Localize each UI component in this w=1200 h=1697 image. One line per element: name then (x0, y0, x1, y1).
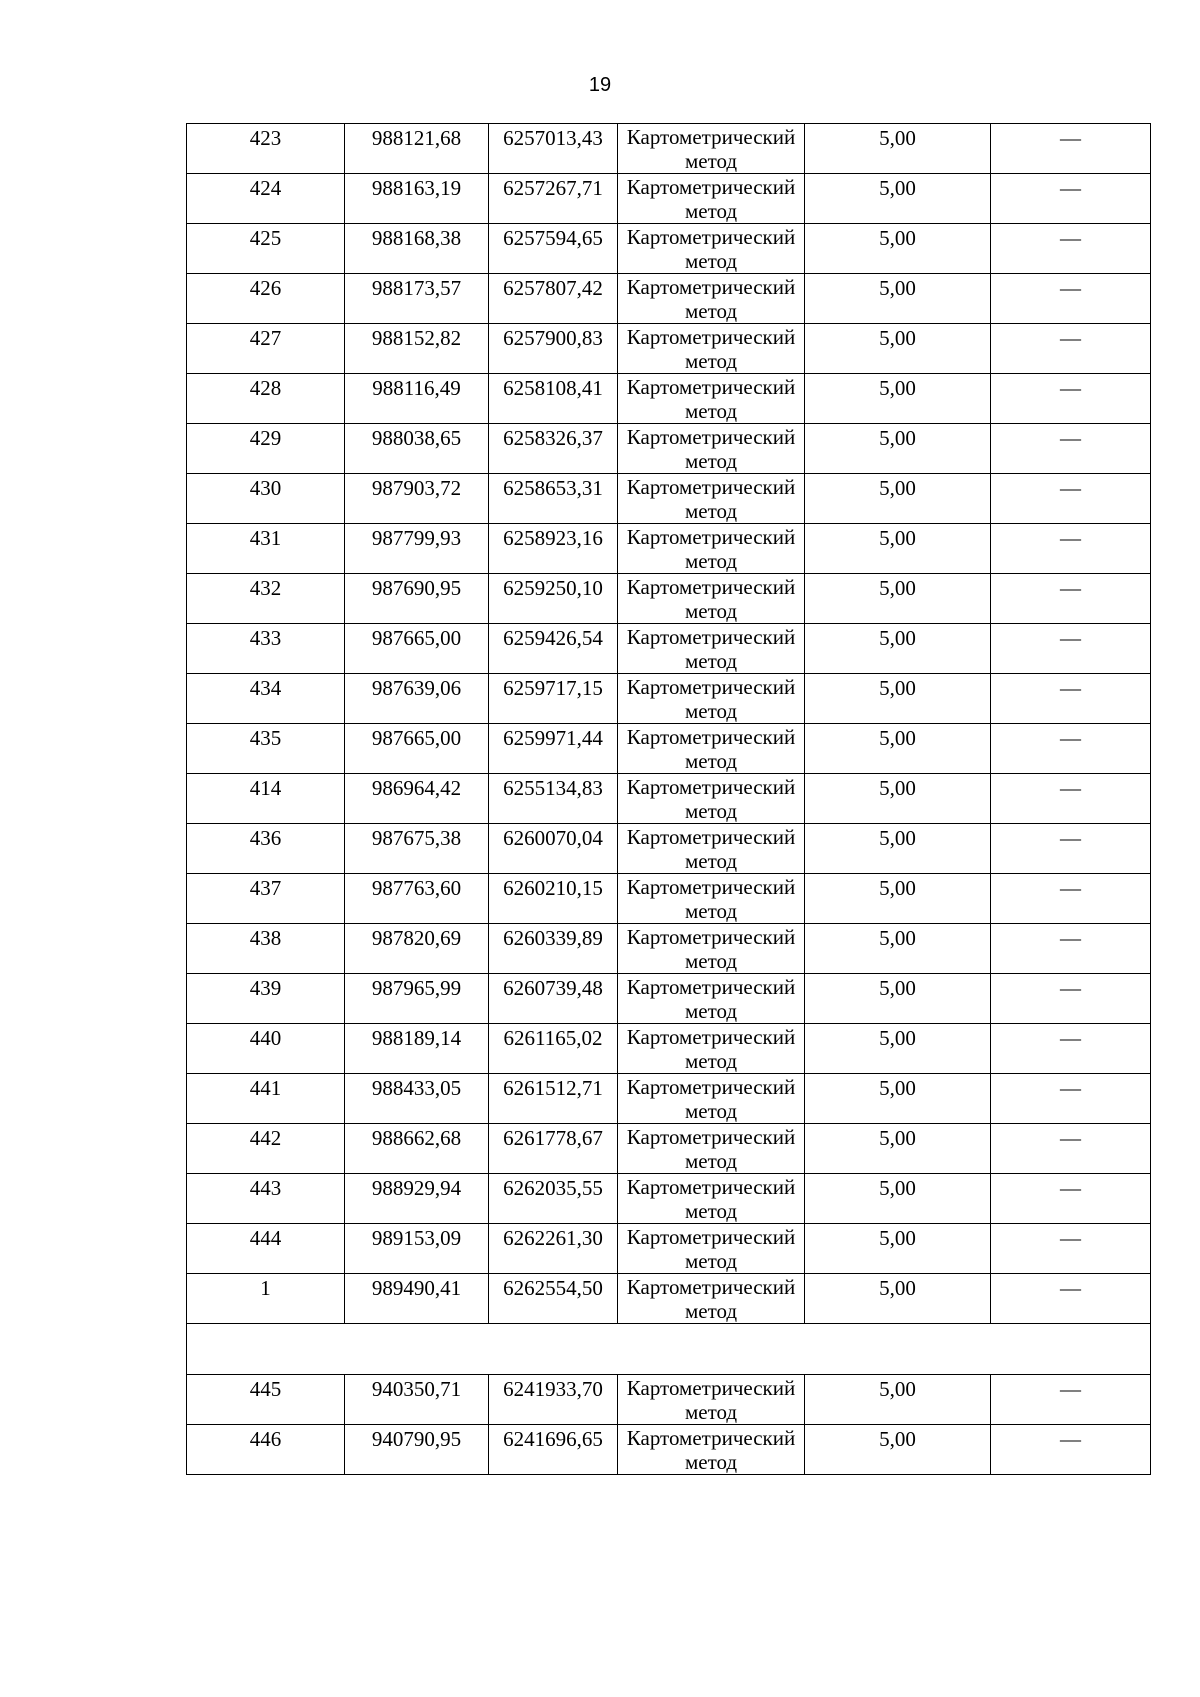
x-coordinate-cell: 987690,95 (345, 574, 489, 624)
method-line-2: метод (684, 649, 738, 673)
accuracy-cell: 5,00 (805, 774, 991, 824)
method-line-1: Картометрический (626, 225, 796, 249)
method-line-2: метод (684, 599, 738, 623)
note-cell: — (991, 374, 1151, 424)
note-cell: — (991, 274, 1151, 324)
method-line-1: Картометрический (626, 825, 796, 849)
table-row (187, 474, 1151, 524)
table-row (187, 124, 1151, 174)
method-cell (618, 1274, 805, 1324)
point-number-cell: 423 (187, 124, 345, 174)
point-number-cell: 441 (187, 1074, 345, 1124)
table-row (187, 1124, 1151, 1174)
point-number-cell: 429 (187, 424, 345, 474)
method-line-2: метод (684, 1149, 738, 1173)
point-number-cell: 438 (187, 924, 345, 974)
method-line-2: метод (684, 199, 738, 223)
accuracy-cell: 5,00 (805, 1074, 991, 1124)
method-cell (618, 724, 805, 774)
point-number-cell: 428 (187, 374, 345, 424)
method-cell (618, 324, 805, 374)
table-row (187, 1375, 1151, 1425)
accuracy-cell: 5,00 (805, 974, 991, 1024)
method-line-2: метод (684, 949, 738, 973)
accuracy-cell: 5,00 (805, 674, 991, 724)
method-line-1: Картометрический (626, 575, 796, 599)
table-row (187, 174, 1151, 224)
accuracy-cell: 5,00 (805, 1274, 991, 1324)
y-coordinate-cell: 6259971,44 (489, 724, 618, 774)
accuracy-cell: 5,00 (805, 824, 991, 874)
accuracy-cell: 5,00 (805, 574, 991, 624)
note-cell: — (991, 874, 1151, 924)
method-line-2: метод (684, 899, 738, 923)
method-line-1: Картометрический (626, 975, 796, 999)
method-line-1: Картометрический (626, 1075, 796, 1099)
y-coordinate-cell: 6257807,42 (489, 274, 618, 324)
method-cell (618, 374, 805, 424)
note-cell: — (991, 174, 1151, 224)
accuracy-cell: 5,00 (805, 224, 991, 274)
table-row (187, 1174, 1151, 1224)
x-coordinate-cell: 987820,69 (345, 924, 489, 974)
note-cell: — (991, 824, 1151, 874)
x-coordinate-cell: 987799,93 (345, 524, 489, 574)
y-coordinate-cell: 6262554,50 (489, 1274, 618, 1324)
method-line-1: Картометрический (626, 1225, 796, 1249)
x-coordinate-cell: 988168,38 (345, 224, 489, 274)
point-number-cell: 440 (187, 1024, 345, 1074)
method-line-2: метод (684, 149, 738, 173)
point-number-cell: 425 (187, 224, 345, 274)
x-coordinate-cell: 988189,14 (345, 1024, 489, 1074)
method-cell (618, 174, 805, 224)
point-number-cell: 424 (187, 174, 345, 224)
note-cell: — (991, 524, 1151, 574)
x-coordinate-cell: 988038,65 (345, 424, 489, 474)
method-line-2: метод (684, 749, 738, 773)
x-coordinate-cell: 988662,68 (345, 1124, 489, 1174)
table-row (187, 324, 1151, 374)
note-cell: — (991, 724, 1151, 774)
point-number-cell: 1 (187, 1274, 345, 1324)
point-number-cell: 437 (187, 874, 345, 924)
y-coordinate-cell: 6260210,15 (489, 874, 618, 924)
accuracy-cell: 5,00 (805, 1375, 991, 1425)
point-number-cell: 432 (187, 574, 345, 624)
point-number-cell: 444 (187, 1224, 345, 1274)
point-number-cell: 430 (187, 474, 345, 524)
table-row (187, 224, 1151, 274)
y-coordinate-cell: 6260070,04 (489, 824, 618, 874)
y-coordinate-cell: 6260739,48 (489, 974, 618, 1024)
note-cell: — (991, 324, 1151, 374)
method-line-2: метод (684, 549, 738, 573)
method-line-1: Картометрический (626, 1275, 796, 1299)
table-row (187, 674, 1151, 724)
point-number-cell: 427 (187, 324, 345, 374)
method-line-2: метод (684, 999, 738, 1023)
accuracy-cell: 5,00 (805, 924, 991, 974)
accuracy-cell: 5,00 (805, 324, 991, 374)
method-cell (618, 1224, 805, 1274)
x-coordinate-cell: 988433,05 (345, 1074, 489, 1124)
method-line-2: метод (684, 499, 738, 523)
point-number-cell: 439 (187, 974, 345, 1024)
method-cell (618, 574, 805, 624)
y-coordinate-cell: 6255134,83 (489, 774, 618, 824)
method-cell (618, 1024, 805, 1074)
method-line-2: метод (684, 1249, 738, 1273)
method-line-2: метод (684, 699, 738, 723)
x-coordinate-cell: 987665,00 (345, 724, 489, 774)
accuracy-cell: 5,00 (805, 874, 991, 924)
method-line-1: Картометрический (626, 1125, 796, 1149)
x-coordinate-cell: 987665,00 (345, 624, 489, 674)
note-cell: — (991, 1124, 1151, 1174)
x-coordinate-cell: 987965,99 (345, 974, 489, 1024)
accuracy-cell: 5,00 (805, 1024, 991, 1074)
method-line-1: Картометрический (626, 125, 796, 149)
x-coordinate-cell: 989153,09 (345, 1224, 489, 1274)
method-line-2: метод (684, 399, 738, 423)
note-cell: — (991, 574, 1151, 624)
method-cell (618, 524, 805, 574)
method-cell (618, 774, 805, 824)
note-cell: — (991, 474, 1151, 524)
x-coordinate-cell: 940350,71 (345, 1375, 489, 1425)
coordinates-table (186, 123, 1151, 1475)
table-row (187, 824, 1151, 874)
method-line-2: метод (684, 1049, 738, 1073)
note-cell: — (991, 1024, 1151, 1074)
method-cell (618, 1124, 805, 1174)
table-row (187, 1024, 1151, 1074)
accuracy-cell: 5,00 (805, 124, 991, 174)
table-row (187, 924, 1151, 974)
note-cell: — (991, 124, 1151, 174)
accuracy-cell: 5,00 (805, 474, 991, 524)
method-line-2: метод (684, 1199, 738, 1223)
method-line-1: Картометрический (626, 1426, 796, 1450)
method-cell (618, 874, 805, 924)
method-line-1: Картометрический (626, 1175, 796, 1199)
point-number-cell: 435 (187, 724, 345, 774)
y-coordinate-cell: 6258326,37 (489, 424, 618, 474)
point-number-cell: 442 (187, 1124, 345, 1174)
note-cell: — (991, 224, 1151, 274)
x-coordinate-cell: 987763,60 (345, 874, 489, 924)
point-number-cell: 445 (187, 1375, 345, 1425)
x-coordinate-cell: 987675,38 (345, 824, 489, 874)
table-row (187, 574, 1151, 624)
method-line-1: Картометрический (626, 375, 796, 399)
note-cell: — (991, 1174, 1151, 1224)
note-cell: — (991, 424, 1151, 474)
table-row (187, 724, 1151, 774)
note-cell: — (991, 1375, 1151, 1425)
table-row (187, 374, 1151, 424)
x-coordinate-cell: 989490,41 (345, 1274, 489, 1324)
method-cell (618, 124, 805, 174)
method-line-2: метод (684, 449, 738, 473)
y-coordinate-cell: 6257013,43 (489, 124, 618, 174)
point-number-cell: 436 (187, 824, 345, 874)
y-coordinate-cell: 6262035,55 (489, 1174, 618, 1224)
table-row (187, 1074, 1151, 1124)
method-line-1: Картометрический (626, 425, 796, 449)
x-coordinate-cell: 988116,49 (345, 374, 489, 424)
method-cell (618, 924, 805, 974)
x-coordinate-cell: 988121,68 (345, 124, 489, 174)
method-line-1: Картометрический (626, 625, 796, 649)
method-line-1: Картометрический (626, 325, 796, 349)
accuracy-cell: 5,00 (805, 174, 991, 224)
y-coordinate-cell: 6261165,02 (489, 1024, 618, 1074)
accuracy-cell: 5,00 (805, 274, 991, 324)
table-row (187, 1425, 1151, 1475)
method-cell (618, 824, 805, 874)
method-line-1: Картометрический (626, 675, 796, 699)
method-line-2: метод (684, 249, 738, 273)
method-line-2: метод (684, 1400, 738, 1424)
method-line-1: Картометрический (626, 275, 796, 299)
point-number-cell: 433 (187, 624, 345, 674)
method-cell (618, 274, 805, 324)
method-line-2: метод (684, 1450, 738, 1474)
method-cell (618, 474, 805, 524)
x-coordinate-cell: 940790,95 (345, 1425, 489, 1475)
y-coordinate-cell: 6258923,16 (489, 524, 618, 574)
x-coordinate-cell: 988163,19 (345, 174, 489, 224)
y-coordinate-cell: 6260339,89 (489, 924, 618, 974)
y-coordinate-cell: 6258653,31 (489, 474, 618, 524)
method-cell (618, 974, 805, 1024)
method-line-1: Картометрический (626, 1376, 796, 1400)
note-cell: — (991, 774, 1151, 824)
page-number: 19 (588, 74, 612, 96)
y-coordinate-cell: 6241933,70 (489, 1375, 618, 1425)
method-line-1: Картометрический (626, 175, 796, 199)
method-line-1: Картометрический (626, 475, 796, 499)
point-number-cell: 426 (187, 274, 345, 324)
y-coordinate-cell: 6259717,15 (489, 674, 618, 724)
x-coordinate-cell: 987639,06 (345, 674, 489, 724)
y-coordinate-cell: 6241696,65 (489, 1425, 618, 1475)
method-cell (618, 674, 805, 724)
table-row (187, 274, 1151, 324)
accuracy-cell: 5,00 (805, 724, 991, 774)
y-coordinate-cell: 6259250,10 (489, 574, 618, 624)
note-cell: — (991, 1074, 1151, 1124)
y-coordinate-cell: 6259426,54 (489, 624, 618, 674)
method-line-1: Картометрический (626, 1025, 796, 1049)
method-cell (618, 224, 805, 274)
method-cell (618, 1375, 805, 1425)
method-line-1: Картометрический (626, 875, 796, 899)
note-cell: — (991, 1425, 1151, 1475)
table-row (187, 624, 1151, 674)
x-coordinate-cell: 986964,42 (345, 774, 489, 824)
accuracy-cell: 5,00 (805, 1224, 991, 1274)
x-coordinate-cell: 987903,72 (345, 474, 489, 524)
accuracy-cell: 5,00 (805, 424, 991, 474)
accuracy-cell: 5,00 (805, 624, 991, 674)
point-number-cell: 431 (187, 524, 345, 574)
x-coordinate-cell: 988173,57 (345, 274, 489, 324)
method-line-2: метод (684, 349, 738, 373)
y-coordinate-cell: 6257900,83 (489, 324, 618, 374)
y-coordinate-cell: 6258108,41 (489, 374, 618, 424)
separator-row (187, 1324, 1151, 1375)
accuracy-cell: 5,00 (805, 1425, 991, 1475)
table-row (187, 524, 1151, 574)
accuracy-cell: 5,00 (805, 1124, 991, 1174)
method-line-1: Картометрический (626, 525, 796, 549)
separator-cell (187, 1324, 1151, 1375)
point-number-cell: 443 (187, 1174, 345, 1224)
note-cell: — (991, 974, 1151, 1024)
method-line-2: метод (684, 299, 738, 323)
table-row (187, 424, 1151, 474)
point-number-cell: 434 (187, 674, 345, 724)
note-cell: — (991, 1274, 1151, 1324)
y-coordinate-cell: 6257594,65 (489, 224, 618, 274)
accuracy-cell: 5,00 (805, 374, 991, 424)
x-coordinate-cell: 988929,94 (345, 1174, 489, 1224)
table-row (187, 1224, 1151, 1274)
method-cell (618, 424, 805, 474)
table-row (187, 1274, 1151, 1324)
method-cell (618, 624, 805, 674)
note-cell: — (991, 924, 1151, 974)
method-cell (618, 1174, 805, 1224)
method-line-1: Картометрический (626, 725, 796, 749)
x-coordinate-cell: 988152,82 (345, 324, 489, 374)
table-row (187, 774, 1151, 824)
method-line-2: метод (684, 1299, 738, 1323)
note-cell: — (991, 624, 1151, 674)
method-line-2: метод (684, 849, 738, 873)
point-number-cell: 414 (187, 774, 345, 824)
note-cell: — (991, 1224, 1151, 1274)
note-cell: — (991, 674, 1151, 724)
method-cell (618, 1425, 805, 1475)
method-cell (618, 1074, 805, 1124)
y-coordinate-cell: 6261778,67 (489, 1124, 618, 1174)
method-line-1: Картометрический (626, 775, 796, 799)
method-line-2: метод (684, 1099, 738, 1123)
method-line-2: метод (684, 799, 738, 823)
table-row (187, 874, 1151, 924)
method-line-1: Картометрический (626, 925, 796, 949)
accuracy-cell: 5,00 (805, 524, 991, 574)
point-number-cell: 446 (187, 1425, 345, 1475)
accuracy-cell: 5,00 (805, 1174, 991, 1224)
y-coordinate-cell: 6262261,30 (489, 1224, 618, 1274)
y-coordinate-cell: 6257267,71 (489, 174, 618, 224)
y-coordinate-cell: 6261512,71 (489, 1074, 618, 1124)
table-row (187, 974, 1151, 1024)
